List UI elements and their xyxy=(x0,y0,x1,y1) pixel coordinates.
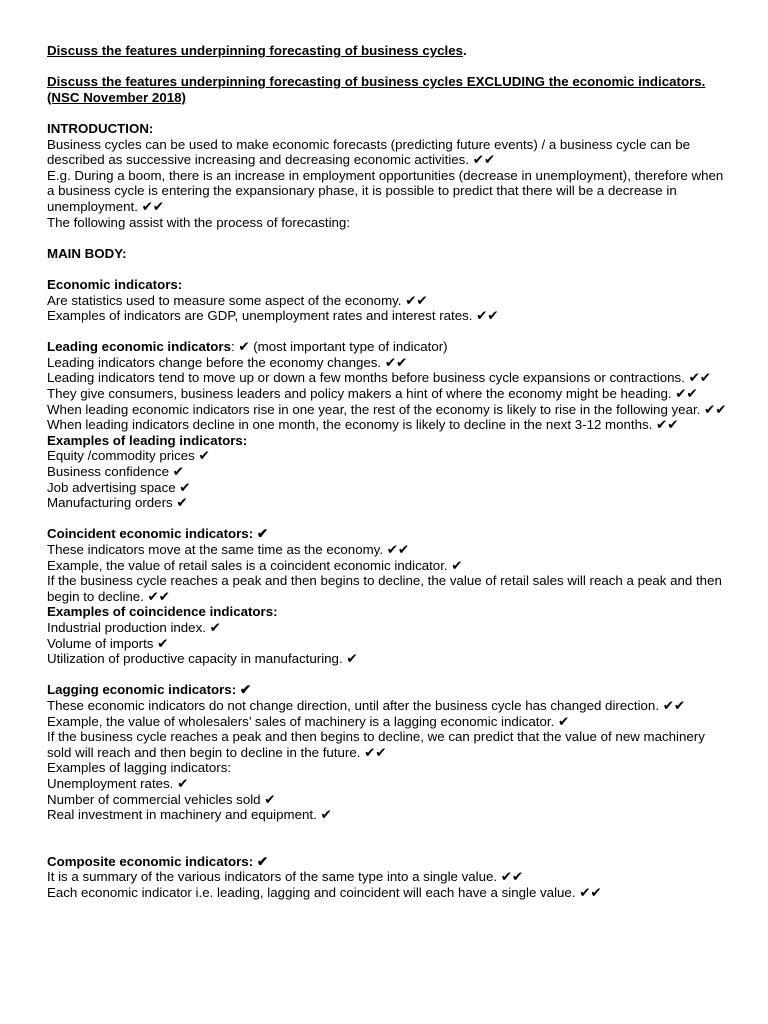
section-heading: Coincident economic indicators: ✔ xyxy=(47,526,268,542)
example-item: Utilization of productive capacity in manufacturing. ✔ xyxy=(47,651,358,667)
example-item: Manufacturing orders ✔ xyxy=(47,495,188,511)
introduction-heading: INTRODUCTION: xyxy=(47,120,154,136)
section-heading: Lagging economic indicators: ✔ xyxy=(47,682,251,698)
text-line: Examples of indicators are GDP, unemployment rates and interest rates. ✔✔ xyxy=(47,308,499,324)
example-item: Unemployment rates. ✔ xyxy=(47,775,189,791)
text-line: These economic indicators do not change direction, until after the business cycle has changed direction. ✔✔ xyxy=(47,697,685,713)
coincident-indicators-section xyxy=(47,526,732,666)
document-title: Discuss the features underpinning forecasting of business cycles. xyxy=(47,43,467,58)
text-line: They give consumers, business leaders and policy makers a hint of where the economy might be heading. ✔✔ xyxy=(47,386,698,402)
examples-heading: Examples of leading indicators: xyxy=(47,432,248,448)
text-line: Are statistics used to measure some aspect of the economy. ✔✔ xyxy=(47,292,428,308)
text-line: If the business cycle reaches a peak and then begins to decline, the value of retail sales will reach a peak and then begin to decline. ✔✔ xyxy=(47,573,722,604)
text-line: Example, the value of retail sales is a coincident economic indicator. ✔ xyxy=(47,557,463,573)
text-line: When leading economic indicators rise in one year, the rest of the economy is likely to rise in the following year. ✔✔ xyxy=(47,401,727,417)
text-line: If the business cycle reaches a peak and then begins to decline, we can predict that the value of new machinery sold will reach and then begin to decline in the future. ✔✔ xyxy=(47,729,705,760)
lagging-indicators-section xyxy=(47,682,732,822)
introduction-paragraph: Business cycles can be used to make economic forecasts (predicting future events) / a business cycle can be described as successive increasing and decreasing economic activities. ✔✔ xyxy=(47,136,691,168)
text-line: It is a summary of the various indicators of the same type into a single value. ✔✔ xyxy=(47,869,524,885)
text-line: Leading indicators tend to move up or down a few months before business cycle expansions or contractions. ✔✔ xyxy=(47,370,711,386)
text-line: Leading indicators change before the economy changes. ✔✔ xyxy=(47,354,408,370)
composite-indicators-section xyxy=(47,854,732,901)
examples-heading: Examples of coincidence indicators: xyxy=(47,604,278,620)
text-line: Each economic indicator i.e. leading, lagging and coincident will each have a single value. ✔✔ xyxy=(47,885,602,901)
main-body-heading: MAIN BODY: xyxy=(47,245,127,261)
example-item: Industrial production index. ✔ xyxy=(47,619,221,635)
example-item: Real investment in machinery and equipment. ✔ xyxy=(47,807,332,823)
example-item: Volume of imports ✔ xyxy=(47,635,169,651)
leading-indicators-section xyxy=(47,339,732,511)
section-heading: Leading economic indicators: ✔ (most important type of indicator) xyxy=(47,339,448,355)
example-item: Number of commercial vehicles sold ✔ xyxy=(47,791,276,807)
introduction-paragraph: The following assist with the process of forecasting: xyxy=(47,214,351,230)
introduction-paragraph: E.g. During a boom, there is an increase in employment opportunities (decrease in unemployment), therefore when a business cycle is entering the expansionary phase, it is possible to predict that there will be a decrease in unemployment. ✔✔ xyxy=(47,167,724,214)
text-line: Example, the value of wholesalers’ sales of machinery is a lagging economic indicator. ✔ xyxy=(47,713,570,729)
text-line: These indicators move at the same time as the economy. ✔✔ xyxy=(47,542,410,557)
text-line: Examples of lagging indicators: xyxy=(47,760,232,776)
example-item: Job advertising space ✔ xyxy=(47,479,191,495)
example-item: Equity /commodity prices ✔ xyxy=(47,448,210,464)
text-line: When leading indicators decline in one month, the economy is likely to decline in the next 3-12 months. ✔✔ xyxy=(47,417,679,433)
introduction-section xyxy=(47,121,732,230)
economic-indicators-section xyxy=(47,277,732,324)
document-subtitle: Discuss the features underpinning forecasting of business cycles EXCLUDING the economic indicators. (NSC November 2018) xyxy=(47,74,706,105)
section-heading: Economic indicators: xyxy=(47,276,183,292)
example-item: Business confidence ✔ xyxy=(47,464,184,480)
section-heading: Composite economic indicators: ✔ xyxy=(47,853,268,869)
